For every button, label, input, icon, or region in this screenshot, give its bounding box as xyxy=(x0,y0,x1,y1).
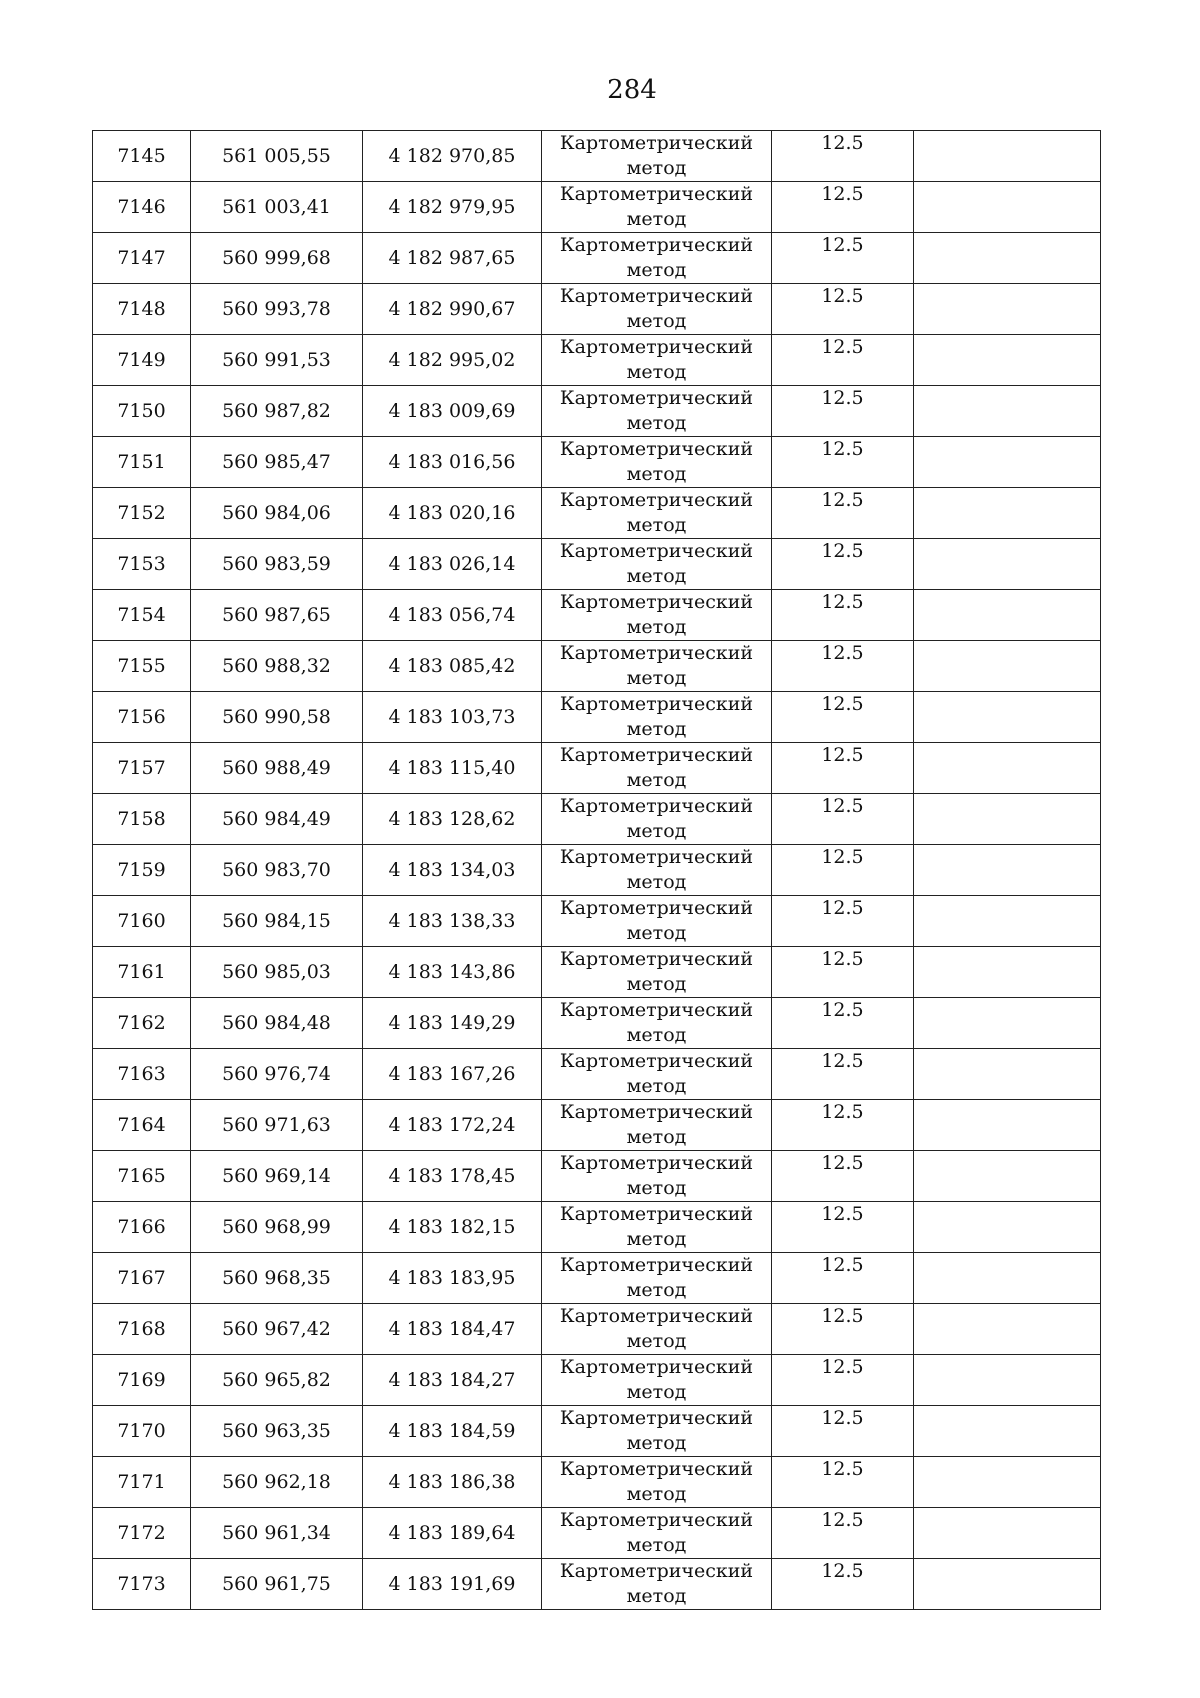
accuracy-cell: 12.5 xyxy=(772,437,914,488)
method-cell xyxy=(542,1508,772,1559)
point-number-cell: 7167 xyxy=(93,1253,191,1304)
point-number-cell: 7152 xyxy=(93,488,191,539)
note-cell xyxy=(914,1151,1101,1202)
method-line2: метод xyxy=(626,412,687,434)
y-coordinate-cell: 4 182 970,85 xyxy=(363,131,542,182)
method-cell xyxy=(542,1151,772,1202)
accuracy-cell: 12.5 xyxy=(772,845,914,896)
note-cell xyxy=(914,1559,1101,1610)
note-cell xyxy=(914,386,1101,437)
method-line1: Картометрический xyxy=(559,183,754,205)
note-cell xyxy=(914,845,1101,896)
x-coordinate-cell: 560 961,34 xyxy=(191,1508,363,1559)
method-line2: метод xyxy=(626,820,687,842)
method-line1: Картометрический xyxy=(559,999,754,1021)
method-cell xyxy=(542,284,772,335)
table-row xyxy=(93,692,1101,743)
method-line1: Картометрический xyxy=(559,132,754,154)
table-row xyxy=(93,539,1101,590)
method-cell xyxy=(542,794,772,845)
x-coordinate-cell: 560 990,58 xyxy=(191,692,363,743)
method-line2: метод xyxy=(626,1483,687,1505)
method-cell xyxy=(542,896,772,947)
method-cell xyxy=(542,233,772,284)
y-coordinate-cell: 4 183 149,29 xyxy=(363,998,542,1049)
table-row xyxy=(93,386,1101,437)
method-cell xyxy=(542,743,772,794)
method-cell xyxy=(542,1559,772,1610)
point-number-cell: 7147 xyxy=(93,233,191,284)
accuracy-cell: 12.5 xyxy=(772,1406,914,1457)
method-cell xyxy=(542,1304,772,1355)
point-number-cell: 7148 xyxy=(93,284,191,335)
table-row xyxy=(93,794,1101,845)
note-cell xyxy=(914,131,1101,182)
x-coordinate-cell: 560 971,63 xyxy=(191,1100,363,1151)
accuracy-cell: 12.5 xyxy=(772,1304,914,1355)
method-line1: Картометрический xyxy=(559,1305,754,1327)
table-row xyxy=(93,743,1101,794)
point-number-cell: 7145 xyxy=(93,131,191,182)
table-row xyxy=(93,1304,1101,1355)
note-cell xyxy=(914,947,1101,998)
method-line1: Картометрический xyxy=(559,1560,754,1582)
x-coordinate-cell: 560 984,15 xyxy=(191,896,363,947)
table-row xyxy=(93,1406,1101,1457)
point-number-cell: 7164 xyxy=(93,1100,191,1151)
method-line1: Картометрический xyxy=(559,1203,754,1225)
method-line1: Картометрический xyxy=(559,285,754,307)
method-line1: Картометрический xyxy=(559,387,754,409)
point-number-cell: 7156 xyxy=(93,692,191,743)
table-row xyxy=(93,284,1101,335)
table-row xyxy=(93,1559,1101,1610)
note-cell xyxy=(914,437,1101,488)
y-coordinate-cell: 4 183 184,47 xyxy=(363,1304,542,1355)
method-cell xyxy=(542,488,772,539)
point-number-cell: 7166 xyxy=(93,1202,191,1253)
y-coordinate-cell: 4 182 987,65 xyxy=(363,233,542,284)
point-number-cell: 7170 xyxy=(93,1406,191,1457)
table-row xyxy=(93,488,1101,539)
method-line2: метод xyxy=(626,310,687,332)
x-coordinate-cell: 560 963,35 xyxy=(191,1406,363,1457)
x-coordinate-cell: 560 968,35 xyxy=(191,1253,363,1304)
method-line1: Картометрический xyxy=(559,1509,754,1531)
method-line1: Картометрический xyxy=(559,1152,754,1174)
page-number: 284 xyxy=(607,75,657,105)
method-line2: метод xyxy=(626,514,687,536)
y-coordinate-cell: 4 182 990,67 xyxy=(363,284,542,335)
note-cell xyxy=(914,1253,1101,1304)
point-number-cell: 7151 xyxy=(93,437,191,488)
accuracy-cell: 12.5 xyxy=(772,590,914,641)
y-coordinate-cell: 4 183 178,45 xyxy=(363,1151,542,1202)
y-coordinate-cell: 4 183 138,33 xyxy=(363,896,542,947)
y-coordinate-cell: 4 183 020,16 xyxy=(363,488,542,539)
method-line2: метод xyxy=(626,769,687,791)
note-cell xyxy=(914,641,1101,692)
method-line1: Картометрический xyxy=(559,1050,754,1072)
y-coordinate-cell: 4 183 143,86 xyxy=(363,947,542,998)
table-row xyxy=(93,233,1101,284)
x-coordinate-cell: 560 993,78 xyxy=(191,284,363,335)
method-line2: метод xyxy=(626,1279,687,1301)
method-cell xyxy=(542,692,772,743)
accuracy-cell: 12.5 xyxy=(772,131,914,182)
method-cell xyxy=(542,1253,772,1304)
accuracy-cell: 12.5 xyxy=(772,284,914,335)
accuracy-cell: 12.5 xyxy=(772,233,914,284)
point-number-cell: 7161 xyxy=(93,947,191,998)
method-line2: метод xyxy=(626,973,687,995)
method-line2: метод xyxy=(626,208,687,230)
method-line1: Картометрический xyxy=(559,438,754,460)
point-number-cell: 7173 xyxy=(93,1559,191,1610)
accuracy-cell: 12.5 xyxy=(772,1100,914,1151)
point-number-cell: 7158 xyxy=(93,794,191,845)
y-coordinate-cell: 4 183 167,26 xyxy=(363,1049,542,1100)
method-cell xyxy=(542,1406,772,1457)
method-cell xyxy=(542,1100,772,1151)
accuracy-cell: 12.5 xyxy=(772,794,914,845)
y-coordinate-cell: 4 183 172,24 xyxy=(363,1100,542,1151)
method-cell xyxy=(542,131,772,182)
y-coordinate-cell: 4 183 128,62 xyxy=(363,794,542,845)
note-cell xyxy=(914,1049,1101,1100)
y-coordinate-cell: 4 183 115,40 xyxy=(363,743,542,794)
table-row xyxy=(93,641,1101,692)
x-coordinate-cell: 560 991,53 xyxy=(191,335,363,386)
method-line2: метод xyxy=(626,1330,687,1352)
x-coordinate-cell: 560 965,82 xyxy=(191,1355,363,1406)
method-line2: метод xyxy=(626,1381,687,1403)
table-row xyxy=(93,845,1101,896)
note-cell xyxy=(914,1406,1101,1457)
y-coordinate-cell: 4 183 183,95 xyxy=(363,1253,542,1304)
x-coordinate-cell: 560 976,74 xyxy=(191,1049,363,1100)
table-row xyxy=(93,1202,1101,1253)
accuracy-cell: 12.5 xyxy=(772,1457,914,1508)
method-line2: метод xyxy=(626,1585,687,1607)
point-number-cell: 7150 xyxy=(93,386,191,437)
method-line1: Картометрический xyxy=(559,591,754,613)
y-coordinate-cell: 4 183 184,59 xyxy=(363,1406,542,1457)
x-coordinate-cell: 560 962,18 xyxy=(191,1457,363,1508)
method-line1: Картометрический xyxy=(559,693,754,715)
x-coordinate-cell: 561 003,41 xyxy=(191,182,363,233)
x-coordinate-cell: 560 985,47 xyxy=(191,437,363,488)
table-row xyxy=(93,1100,1101,1151)
point-number-cell: 7160 xyxy=(93,896,191,947)
method-line1: Картометрический xyxy=(559,336,754,358)
note-cell xyxy=(914,1508,1101,1559)
y-coordinate-cell: 4 183 085,42 xyxy=(363,641,542,692)
method-line1: Картометрический xyxy=(559,1458,754,1480)
method-cell xyxy=(542,1049,772,1100)
y-coordinate-cell: 4 182 995,02 xyxy=(363,335,542,386)
method-cell xyxy=(542,590,772,641)
x-coordinate-cell: 560 985,03 xyxy=(191,947,363,998)
note-cell xyxy=(914,1304,1101,1355)
method-cell xyxy=(542,947,772,998)
point-number-cell: 7168 xyxy=(93,1304,191,1355)
coordinates-table xyxy=(92,130,1101,1610)
coordinates-table-body xyxy=(93,131,1101,1610)
note-cell xyxy=(914,1457,1101,1508)
note-cell xyxy=(914,233,1101,284)
y-coordinate-cell: 4 182 979,95 xyxy=(363,182,542,233)
note-cell xyxy=(914,182,1101,233)
method-line1: Картометрический xyxy=(559,948,754,970)
method-line1: Картометрический xyxy=(559,1254,754,1276)
point-number-cell: 7149 xyxy=(93,335,191,386)
method-line2: метод xyxy=(626,1024,687,1046)
x-coordinate-cell: 560 999,68 xyxy=(191,233,363,284)
method-line2: метод xyxy=(626,157,687,179)
y-coordinate-cell: 4 183 009,69 xyxy=(363,386,542,437)
table-row xyxy=(93,437,1101,488)
table-row xyxy=(93,1049,1101,1100)
method-cell xyxy=(542,845,772,896)
method-line1: Картометрический xyxy=(559,744,754,766)
point-number-cell: 7169 xyxy=(93,1355,191,1406)
note-cell xyxy=(914,896,1101,947)
method-line1: Картометрический xyxy=(559,846,754,868)
accuracy-cell: 12.5 xyxy=(772,998,914,1049)
y-coordinate-cell: 4 183 186,38 xyxy=(363,1457,542,1508)
method-line1: Картометрический xyxy=(559,234,754,256)
method-line1: Картометрический xyxy=(559,897,754,919)
point-number-cell: 7172 xyxy=(93,1508,191,1559)
method-line2: метод xyxy=(626,259,687,281)
method-line2: метод xyxy=(626,1075,687,1097)
method-cell xyxy=(542,182,772,233)
accuracy-cell: 12.5 xyxy=(772,386,914,437)
note-cell xyxy=(914,1202,1101,1253)
method-cell xyxy=(542,539,772,590)
accuracy-cell: 12.5 xyxy=(772,488,914,539)
table-row xyxy=(93,896,1101,947)
table-row xyxy=(93,1253,1101,1304)
x-coordinate-cell: 560 983,59 xyxy=(191,539,363,590)
point-number-cell: 7155 xyxy=(93,641,191,692)
note-cell xyxy=(914,488,1101,539)
point-number-cell: 7171 xyxy=(93,1457,191,1508)
point-number-cell: 7146 xyxy=(93,182,191,233)
method-line1: Картометрический xyxy=(559,795,754,817)
method-cell xyxy=(542,386,772,437)
accuracy-cell: 12.5 xyxy=(772,1202,914,1253)
note-cell xyxy=(914,794,1101,845)
method-line1: Картометрический xyxy=(559,540,754,562)
table-row xyxy=(93,182,1101,233)
y-coordinate-cell: 4 183 182,15 xyxy=(363,1202,542,1253)
note-cell xyxy=(914,1355,1101,1406)
method-line2: метод xyxy=(626,565,687,587)
y-coordinate-cell: 4 183 189,64 xyxy=(363,1508,542,1559)
method-line2: метод xyxy=(626,667,687,689)
x-coordinate-cell: 560 988,32 xyxy=(191,641,363,692)
accuracy-cell: 12.5 xyxy=(772,641,914,692)
method-line2: метод xyxy=(626,718,687,740)
y-coordinate-cell: 4 183 134,03 xyxy=(363,845,542,896)
method-line2: метод xyxy=(626,1534,687,1556)
y-coordinate-cell: 4 183 103,73 xyxy=(363,692,542,743)
accuracy-cell: 12.5 xyxy=(772,539,914,590)
x-coordinate-cell: 560 984,48 xyxy=(191,998,363,1049)
method-line2: метод xyxy=(626,463,687,485)
accuracy-cell: 12.5 xyxy=(772,743,914,794)
table-row xyxy=(93,1457,1101,1508)
y-coordinate-cell: 4 183 026,14 xyxy=(363,539,542,590)
accuracy-cell: 12.5 xyxy=(772,1355,914,1406)
y-coordinate-cell: 4 183 016,56 xyxy=(363,437,542,488)
method-line2: метод xyxy=(626,922,687,944)
x-coordinate-cell: 560 967,42 xyxy=(191,1304,363,1355)
table-row xyxy=(93,998,1101,1049)
method-line1: Картометрический xyxy=(559,1101,754,1123)
note-cell xyxy=(914,692,1101,743)
point-number-cell: 7162 xyxy=(93,998,191,1049)
method-line1: Картометрический xyxy=(559,642,754,664)
method-line2: метод xyxy=(626,361,687,383)
table-row xyxy=(93,335,1101,386)
accuracy-cell: 12.5 xyxy=(772,1508,914,1559)
method-cell xyxy=(542,437,772,488)
accuracy-cell: 12.5 xyxy=(772,1049,914,1100)
method-line2: метод xyxy=(626,1432,687,1454)
method-line2: метод xyxy=(626,1126,687,1148)
accuracy-cell: 12.5 xyxy=(772,947,914,998)
x-coordinate-cell: 560 969,14 xyxy=(191,1151,363,1202)
note-cell xyxy=(914,1100,1101,1151)
point-number-cell: 7165 xyxy=(93,1151,191,1202)
x-coordinate-cell: 560 984,49 xyxy=(191,794,363,845)
method-line2: метод xyxy=(626,871,687,893)
note-cell xyxy=(914,998,1101,1049)
note-cell xyxy=(914,539,1101,590)
point-number-cell: 7163 xyxy=(93,1049,191,1100)
x-coordinate-cell: 560 988,49 xyxy=(191,743,363,794)
table-row xyxy=(93,947,1101,998)
method-line1: Картометрический xyxy=(559,1407,754,1429)
method-cell xyxy=(542,1202,772,1253)
x-coordinate-cell: 560 983,70 xyxy=(191,845,363,896)
method-cell xyxy=(542,335,772,386)
accuracy-cell: 12.5 xyxy=(772,896,914,947)
method-cell xyxy=(542,1355,772,1406)
x-coordinate-cell: 560 987,82 xyxy=(191,386,363,437)
method-cell xyxy=(542,641,772,692)
x-coordinate-cell: 560 968,99 xyxy=(191,1202,363,1253)
accuracy-cell: 12.5 xyxy=(772,182,914,233)
accuracy-cell: 12.5 xyxy=(772,1253,914,1304)
x-coordinate-cell: 560 961,75 xyxy=(191,1559,363,1610)
accuracy-cell: 12.5 xyxy=(772,1151,914,1202)
method-line1: Картометрический xyxy=(559,489,754,511)
accuracy-cell: 12.5 xyxy=(772,335,914,386)
point-number-cell: 7157 xyxy=(93,743,191,794)
table-row xyxy=(93,131,1101,182)
y-coordinate-cell: 4 183 191,69 xyxy=(363,1559,542,1610)
note-cell xyxy=(914,590,1101,641)
accuracy-cell: 12.5 xyxy=(772,1559,914,1610)
note-cell xyxy=(914,284,1101,335)
x-coordinate-cell: 560 984,06 xyxy=(191,488,363,539)
point-number-cell: 7153 xyxy=(93,539,191,590)
accuracy-cell: 12.5 xyxy=(772,692,914,743)
note-cell xyxy=(914,743,1101,794)
method-line2: метод xyxy=(626,1177,687,1199)
method-line1: Картометрический xyxy=(559,1356,754,1378)
method-cell xyxy=(542,1457,772,1508)
table-row xyxy=(93,1151,1101,1202)
method-cell xyxy=(542,998,772,1049)
y-coordinate-cell: 4 183 056,74 xyxy=(363,590,542,641)
point-number-cell: 7154 xyxy=(93,590,191,641)
x-coordinate-cell: 560 987,65 xyxy=(191,590,363,641)
table-row xyxy=(93,590,1101,641)
x-coordinate-cell: 561 005,55 xyxy=(191,131,363,182)
table-row xyxy=(93,1355,1101,1406)
note-cell xyxy=(914,335,1101,386)
method-line2: метод xyxy=(626,616,687,638)
table-row xyxy=(93,1508,1101,1559)
y-coordinate-cell: 4 183 184,27 xyxy=(363,1355,542,1406)
method-line2: метод xyxy=(626,1228,687,1250)
point-number-cell: 7159 xyxy=(93,845,191,896)
